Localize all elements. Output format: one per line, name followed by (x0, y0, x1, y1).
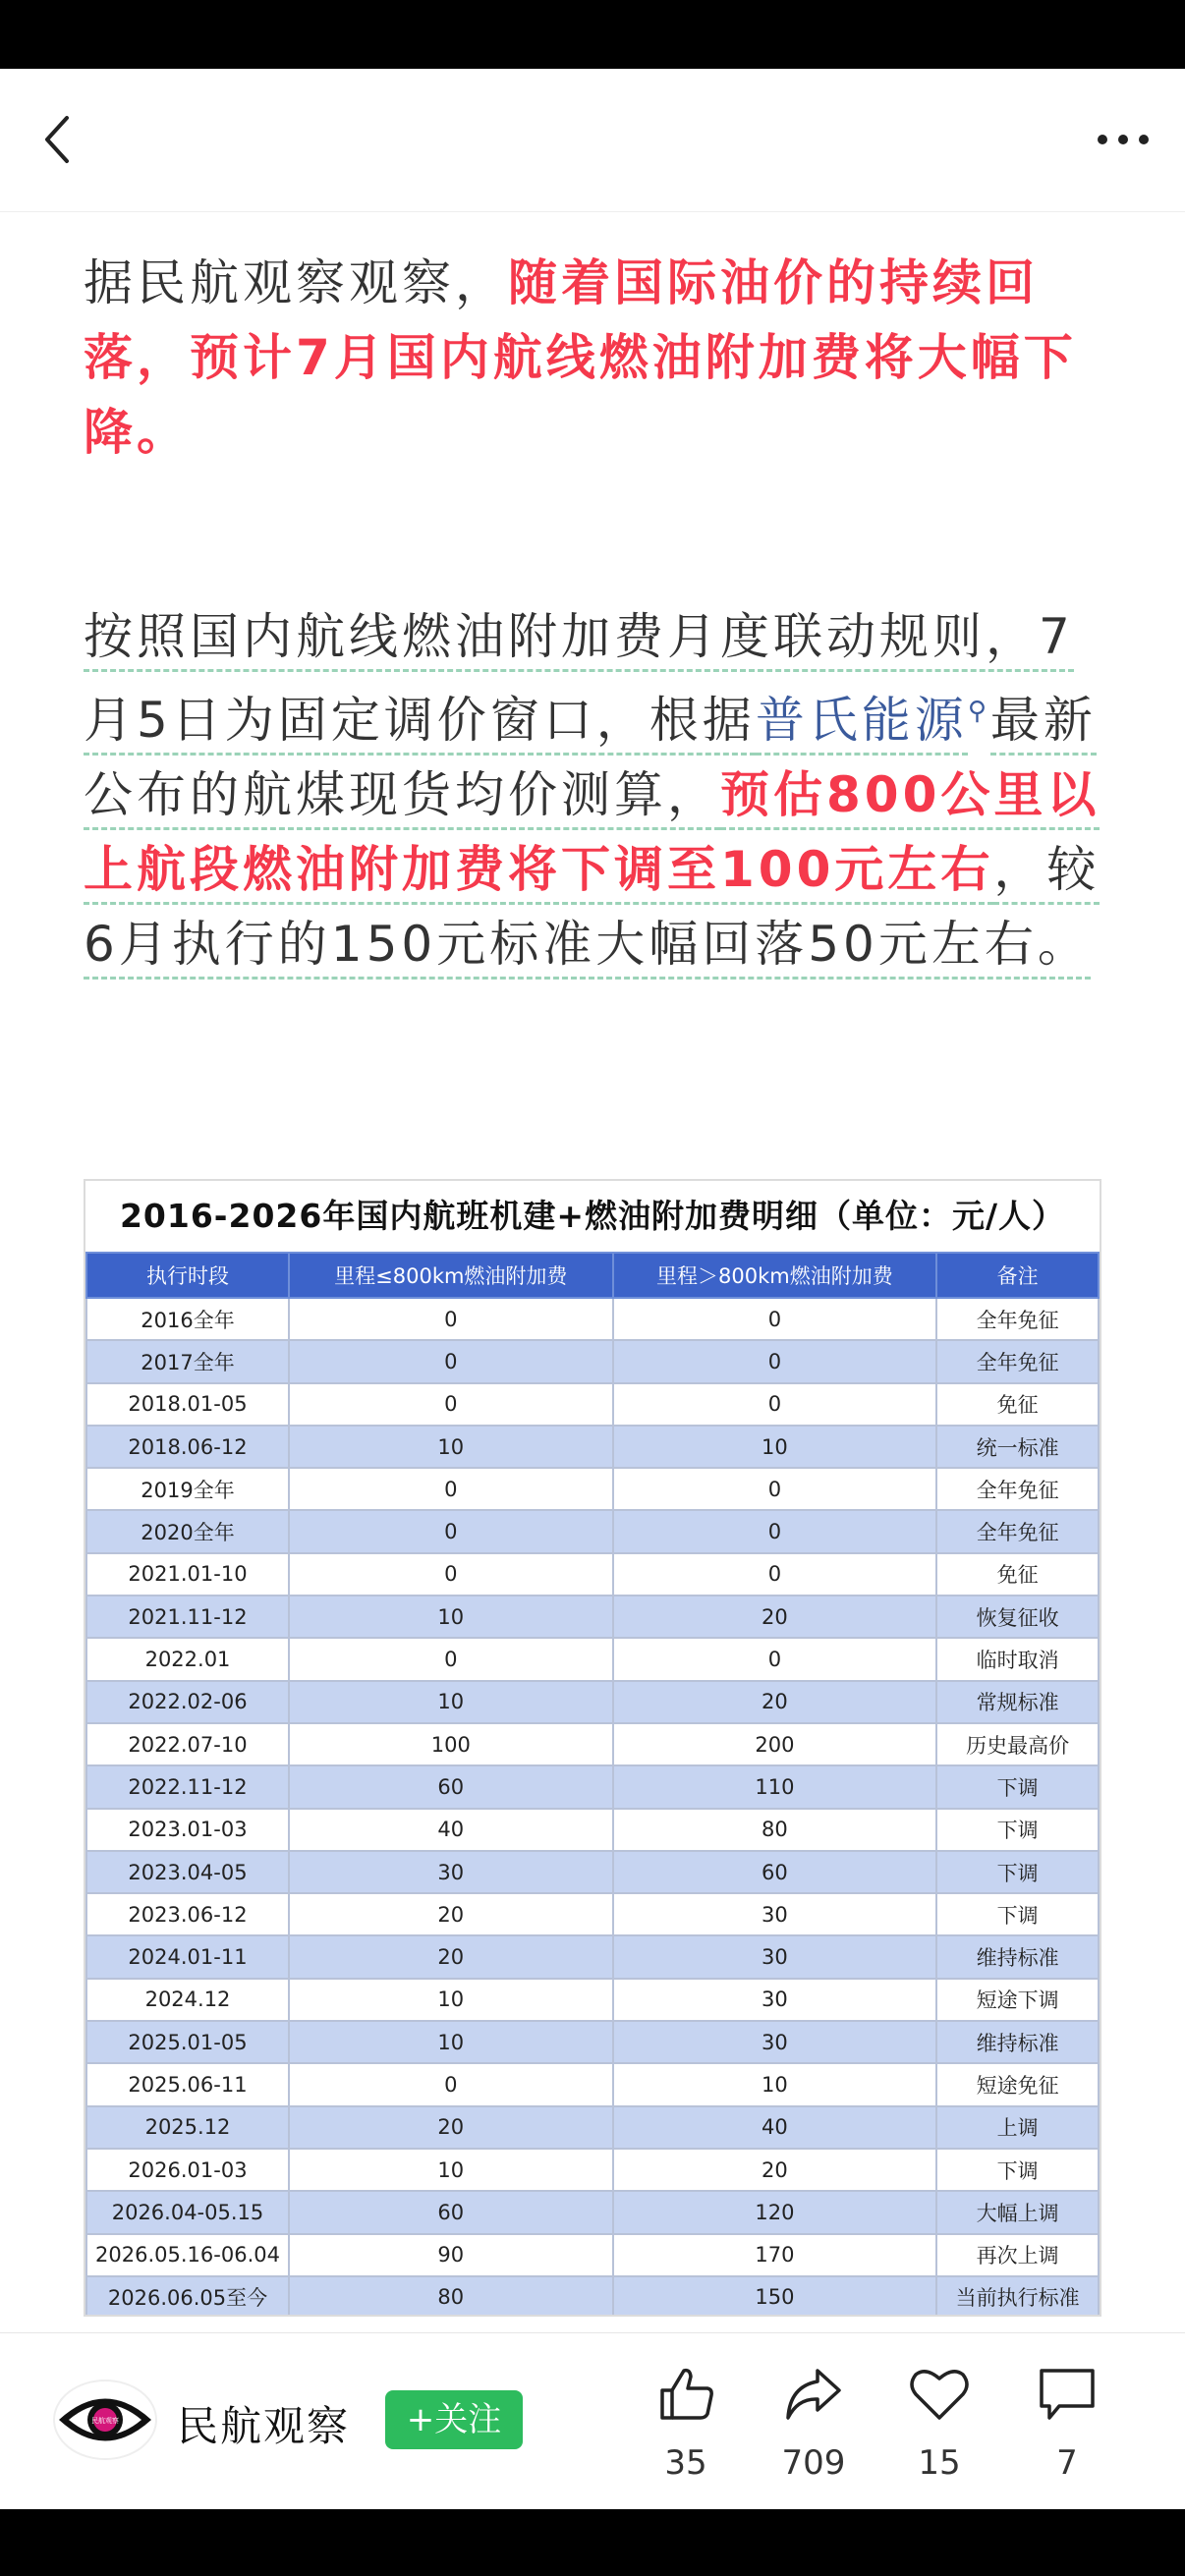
table-cell: 0 (613, 1383, 937, 1426)
table-cell: 当前执行标准 (936, 2276, 1099, 2317)
table-cell: 短途下调 (936, 1979, 1099, 2021)
favorite-count: 15 (918, 2443, 961, 2483)
table-cell: 再次上调 (936, 2234, 1099, 2276)
table-row (86, 2021, 1099, 2063)
table-cell: 2026.05.16-06.04 (86, 2234, 289, 2276)
like-count: 35 (664, 2443, 707, 2483)
table-row (86, 1510, 1099, 1552)
table-row (86, 2063, 1099, 2105)
eye-logo-icon (51, 2376, 159, 2464)
table-cell: 0 (289, 2063, 613, 2105)
table-cell: 0 (613, 1340, 937, 1382)
table-row (86, 1723, 1099, 1765)
comment-button[interactable] (1018, 2363, 1116, 2483)
table-row (86, 1426, 1099, 1468)
table-cell: 10 (289, 1681, 613, 1723)
share-count: 709 (781, 2443, 846, 2483)
table-cell: 2025.06-11 (86, 2063, 289, 2105)
table-cell: 2022.02-06 (86, 1681, 289, 1723)
table-cell: 维持标准 (936, 1935, 1099, 1978)
table-row (86, 2191, 1099, 2233)
table-row (86, 2276, 1099, 2317)
more-horizontal-icon (1089, 110, 1157, 169)
table-row (86, 2149, 1099, 2191)
table-cell: 0 (289, 1468, 613, 1510)
table-row (86, 2234, 1099, 2276)
table-cell: 临时取消 (936, 1638, 1099, 1680)
table-cell: 下调 (936, 2149, 1099, 2191)
table-cell: 0 (613, 1510, 937, 1552)
table-cell: 2026.01-03 (86, 2149, 289, 2191)
table-cell: 0 (289, 1298, 613, 1340)
table-cell: 20 (289, 2106, 613, 2149)
table-cell: 全年免征 (936, 1510, 1099, 1552)
author-avatar[interactable] (51, 2376, 159, 2464)
table-cell: 0 (289, 1638, 613, 1680)
table-cell: 恢复征收 (936, 1596, 1099, 1638)
table-cell: 2022.11-12 (86, 1765, 289, 1808)
table-cell: 2017全年 (86, 1340, 289, 1382)
table-cell: 全年免征 (936, 1340, 1099, 1382)
paragraph-text: 据民航观察观察， (84, 254, 508, 311)
table-cell: 常规标准 (936, 1681, 1099, 1723)
avatar-text: 民航观察 (91, 2417, 119, 2425)
table-cell: 2024.01-11 (86, 1935, 289, 1978)
table-cell: 10 (289, 1426, 613, 1468)
paragraph-text: 最新公布的航煤现货均价测算， (84, 692, 1097, 830)
table-cell: 60 (613, 1851, 937, 1893)
table-cell: 90 (289, 2234, 613, 2276)
table-cell: 0 (613, 1553, 937, 1596)
table-cell: 100 (289, 1723, 613, 1765)
table-cell: 下调 (936, 1809, 1099, 1851)
chevron-left-icon (29, 110, 88, 169)
author-name[interactable]: 民航观察 (177, 2402, 351, 2450)
table-cell: 2021.01-10 (86, 1553, 289, 1596)
table-cell: 0 (613, 1638, 937, 1680)
table-cell: 维持标准 (936, 2021, 1099, 2063)
table-row (86, 1383, 1099, 1426)
search-icon[interactable]: ⚲ (967, 697, 990, 726)
table-header-row (86, 1253, 1099, 1298)
table-cell: 2023.04-05 (86, 1851, 289, 1893)
table-row (86, 1553, 1099, 1596)
table-row (86, 1765, 1099, 1808)
article-paragraph-2 (84, 599, 1105, 981)
column-header: 里程≤800km燃油附加费 (289, 1253, 613, 1298)
table-cell: 全年免征 (936, 1298, 1099, 1340)
table-cell: 20 (289, 1935, 613, 1978)
paragraph-text: ，较6月执行的150元标准大幅回落50元左右。 (84, 841, 1100, 980)
table-cell: 2016全年 (86, 1298, 289, 1340)
table-cell: 10 (289, 1979, 613, 2021)
back-button[interactable] (29, 110, 88, 169)
more-options-button[interactable] (1089, 110, 1157, 169)
table-cell: 下调 (936, 1851, 1099, 1893)
favorite-button[interactable] (890, 2363, 988, 2483)
table-cell: 2026.06.05至今 (86, 2276, 289, 2317)
table-row (86, 1851, 1099, 1893)
table-cell: 0 (289, 1340, 613, 1382)
table-cell: 0 (613, 1468, 937, 1510)
table-cell: 免征 (936, 1553, 1099, 1596)
table-cell: 0 (289, 1553, 613, 1596)
table-cell: 2025.01-05 (86, 2021, 289, 2063)
table-cell: 40 (613, 2106, 937, 2149)
comment-bubble-icon (1036, 2363, 1099, 2426)
table-row (86, 1298, 1099, 1340)
table-cell: 30 (613, 2021, 937, 2063)
table-cell: 20 (613, 1681, 937, 1723)
table-cell: 110 (613, 1765, 937, 1808)
table-cell: 20 (613, 2149, 937, 2191)
column-header: 执行时段 (86, 1253, 289, 1298)
table-cell: 全年免征 (936, 1468, 1099, 1510)
table-cell: 免征 (936, 1383, 1099, 1426)
table-cell: 30 (613, 1935, 937, 1978)
top-nav-bar (0, 69, 1185, 212)
table-cell: 2025.12 (86, 2106, 289, 2149)
table-row (86, 2106, 1099, 2149)
table-row (86, 1340, 1099, 1382)
table-cell: 2023.01-03 (86, 1809, 289, 1851)
table-row (86, 1638, 1099, 1680)
table-cell: 80 (613, 1809, 937, 1851)
share-button[interactable] (764, 2363, 863, 2483)
table-cell: 统一标准 (936, 1426, 1099, 1468)
table-cell: 120 (613, 2191, 937, 2233)
table-cell: 30 (613, 1979, 937, 2021)
table-row (86, 1596, 1099, 1638)
paragraph-text: 按照国内航线燃油附加费月度联动规则，7月5日为固定调价窗口，根据 (84, 608, 1074, 756)
fee-table-image[interactable] (84, 1179, 1101, 2317)
table-cell: 30 (613, 1893, 937, 1935)
table-cell: 下调 (936, 1893, 1099, 1935)
column-header: 里程＞800km燃油附加费 (613, 1253, 937, 1298)
follow-button[interactable]: +关注 (385, 2390, 523, 2449)
table-cell: 下调 (936, 1765, 1099, 1808)
table-cell: 10 (613, 2063, 937, 2105)
table-cell: 60 (289, 2191, 613, 2233)
table-cell: 2021.11-12 (86, 1596, 289, 1638)
bottom-action-bar (0, 2332, 1185, 2510)
table-cell: 2024.12 (86, 1979, 289, 2021)
table-cell: 0 (289, 1383, 613, 1426)
table-cell: 2018.01-05 (86, 1383, 289, 1426)
table-cell: 40 (289, 1809, 613, 1851)
heart-icon (908, 2363, 971, 2426)
table-cell: 2022.01 (86, 1638, 289, 1680)
table-cell: 大幅上调 (936, 2191, 1099, 2233)
fee-table (85, 1252, 1100, 2317)
table-cell: 2026.04-05.15 (86, 2191, 289, 2233)
table-cell: 10 (289, 2021, 613, 2063)
table-row (86, 1681, 1099, 1723)
table-row (86, 1893, 1099, 1935)
table-cell: 80 (289, 2276, 613, 2317)
comment-count: 7 (1056, 2443, 1078, 2483)
table-cell: 10 (289, 2149, 613, 2191)
table-row (86, 1809, 1099, 1851)
table-row (86, 1468, 1099, 1510)
like-button[interactable] (637, 2363, 735, 2483)
table-cell: 170 (613, 2234, 937, 2276)
table-cell: 2018.06-12 (86, 1426, 289, 1468)
entity-link[interactable]: 普氏能源 (756, 692, 968, 756)
status-bar (0, 0, 1185, 69)
highlight-text: 预估800公里以上航段燃油附加费将下调至100元左右 (84, 766, 1100, 905)
table-cell: 短途免征 (936, 2063, 1099, 2105)
table-cell: 0 (289, 1510, 613, 1552)
table-cell: 150 (613, 2276, 937, 2317)
table-cell: 200 (613, 1723, 937, 1765)
table-cell: 2019全年 (86, 1468, 289, 1510)
highlight-text: 随着国际油价的持续回落，预计7月国内航线燃油附加费将大幅下降。 (84, 254, 1077, 461)
table-cell: 上调 (936, 2106, 1099, 2149)
table-cell: 历史最高价 (936, 1723, 1099, 1765)
column-header: 备注 (936, 1253, 1099, 1298)
table-cell: 10 (613, 1426, 937, 1468)
home-indicator-bar (0, 2509, 1185, 2576)
table-cell: 20 (613, 1596, 937, 1638)
table-cell: 60 (289, 1765, 613, 1808)
table-row (86, 1935, 1099, 1978)
table-cell: 20 (289, 1893, 613, 1935)
table-cell: 2020全年 (86, 1510, 289, 1552)
table-cell: 2022.07-10 (86, 1723, 289, 1765)
table-cell: 10 (289, 1596, 613, 1638)
table-row (86, 1979, 1099, 2021)
table-cell: 2023.06-12 (86, 1893, 289, 1935)
article-paragraph-1 (84, 246, 1105, 470)
table-cell: 30 (289, 1851, 613, 1893)
share-arrow-icon (782, 2363, 845, 2426)
thumbs-up-icon (654, 2363, 717, 2426)
table-title: 2016-2026年国内航班机建+燃油附加费明细（单位：元/人） (119, 1197, 1066, 1235)
table-cell: 0 (613, 1298, 937, 1340)
